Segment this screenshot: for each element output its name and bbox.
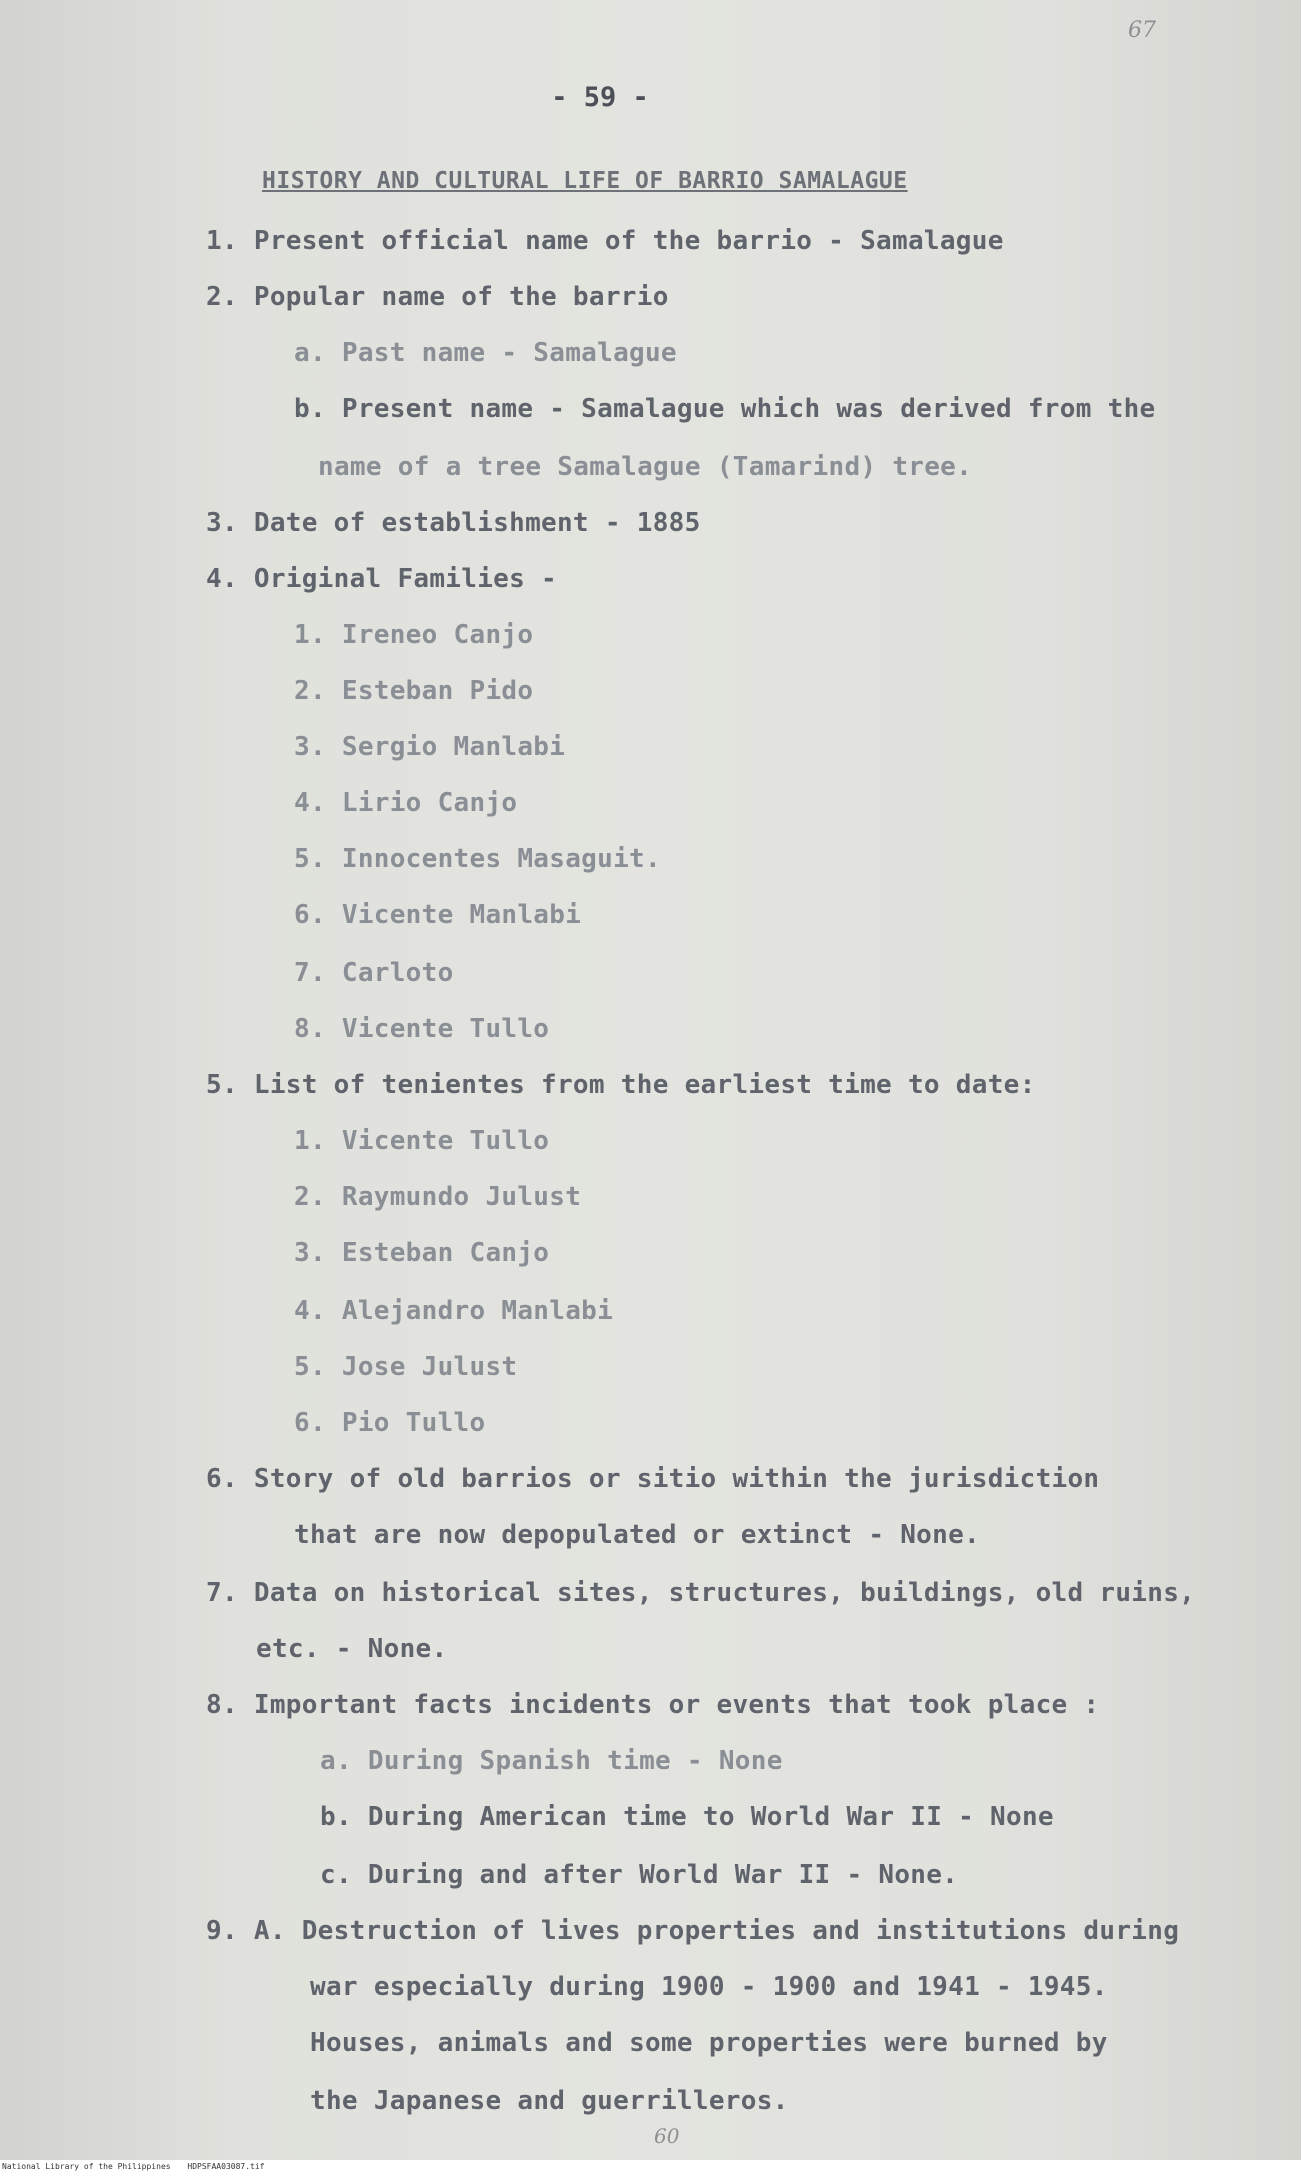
teniente-entry: 2. Raymundo Julust <box>294 1182 582 1212</box>
teniente-entry: 6. Pio Tullo <box>294 1408 486 1438</box>
item-2b-present-name: b. Present name - Samalague which was derived from the <box>294 394 1156 424</box>
corner-handwritten-note: 67 <box>1128 18 1156 43</box>
item-7-historical-sites: 7. Data on historical sites, structures, buildings, old ruins, <box>206 1578 1196 1608</box>
item-9a-continuation: the Japanese and guerrilleros. <box>310 2086 789 2116</box>
family-entry: 5. Innocentes Masaguit. <box>294 844 661 874</box>
item-6-continuation: that are now depopulated or extinct - None. <box>294 1520 980 1550</box>
family-entry: 4. Lirio Canjo <box>294 788 518 818</box>
family-entry: 3. Sergio Manlabi <box>294 732 566 762</box>
item-7-continuation: etc. - None. <box>256 1634 448 1664</box>
item-2a-past-name: a. Past name - Samalague <box>294 338 677 368</box>
item-9a-destruction: 9. A. Destruction of lives properties and institutions during <box>206 1916 1180 1946</box>
footer-library: National Library of the Philippines <box>2 2162 171 2171</box>
scan-footer <box>0 2160 1301 2174</box>
family-entry: 1. Ireneo Canjo <box>294 620 534 650</box>
family-entry: 2. Esteban Pido <box>294 676 534 706</box>
item-5-tenientes: 5. List of tenientes from the earliest time to date: <box>206 1070 1036 1100</box>
item-9a-continuation: Houses, animals and some properties were burned by <box>310 2028 1108 2058</box>
item-8b-american-time: b. During American time to World War II - None <box>320 1802 1054 1832</box>
page-number: - 59 - <box>551 82 649 113</box>
item-8-important-facts: 8. Important facts incidents or events that took place : <box>206 1690 1100 1720</box>
item-8a-spanish-time: a. During Spanish time - None <box>320 1746 783 1776</box>
teniente-entry: 4. Alejandro Manlabi <box>294 1296 614 1326</box>
family-entry: 6. Vicente Manlabi <box>294 900 582 930</box>
footer-file: HDPSFAA03087.tif <box>187 2162 265 2171</box>
family-entry: 7. Carloto <box>294 958 454 988</box>
item-8c-world-war: c. During and after World War II - None. <box>320 1860 959 1890</box>
item-3-date-established: 3. Date of establishment - 1885 <box>206 508 701 538</box>
item-6-old-barrios: 6. Story of old barrios or sitio within the jurisdiction <box>206 1464 1100 1494</box>
family-entry: 8. Vicente Tullo <box>294 1014 550 1044</box>
teniente-entry: 5. Jose Julust <box>294 1352 518 1382</box>
item-2b-continuation: name of a tree Samalague (Tamarind) tree. <box>318 452 973 482</box>
bottom-handwritten-note: 60 <box>654 2124 680 2148</box>
teniente-entry: 1. Vicente Tullo <box>294 1126 550 1156</box>
item-1-official-name: 1. Present official name of the barrio - Samalague <box>206 226 1004 256</box>
item-2-popular-name: 2. Popular name of the barrio <box>206 282 669 312</box>
teniente-entry: 3. Esteban Canjo <box>294 1238 550 1268</box>
item-9a-continuation: war especially during 1900 - 1900 and 1941 - 1945. <box>310 1972 1108 2002</box>
document-title: HISTORY AND CULTURAL LIFE OF BARRIO SAMALAGUE <box>262 168 908 194</box>
item-4-original-families: 4. Original Families - <box>206 564 557 594</box>
